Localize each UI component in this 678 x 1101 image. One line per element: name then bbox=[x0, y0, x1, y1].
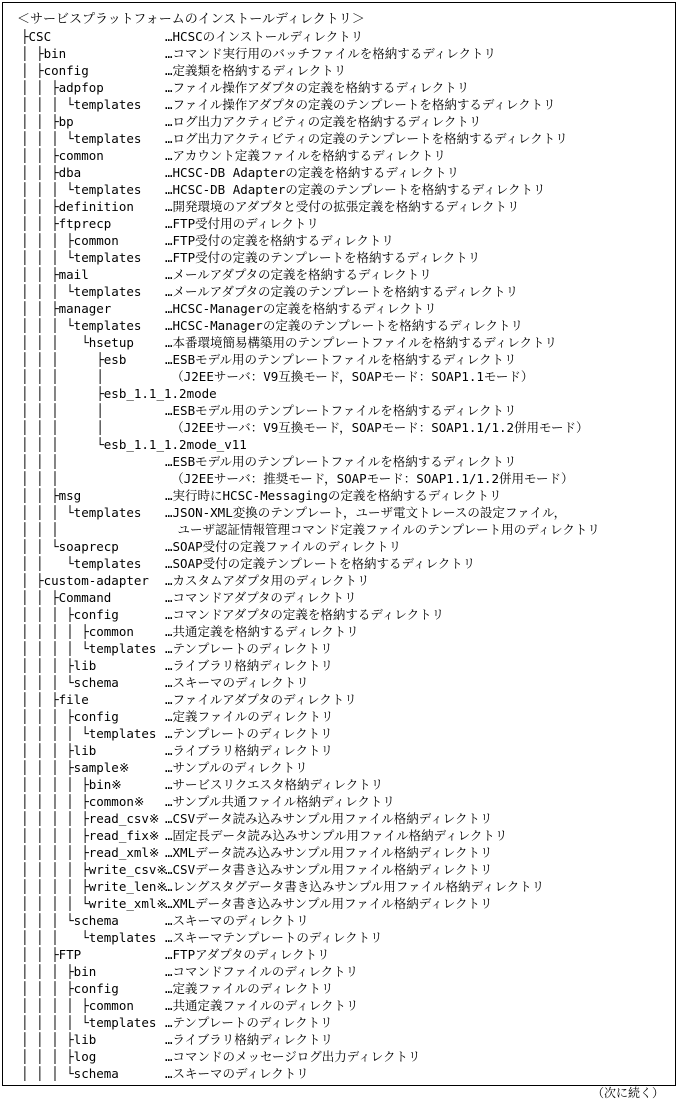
directory-name: │ ├bin bbox=[21, 46, 67, 61]
directory-name: │ │ │ └templates bbox=[21, 182, 142, 197]
directory-description: …ESBモデル用のテンプレートファイルを格納するディレクトリ bbox=[165, 454, 517, 469]
directory-description: …ライブラリ格納ディレクトリ bbox=[165, 1032, 334, 1047]
directory-name: │ │ │ └esb_1.1_1.2mode_v11 bbox=[21, 437, 247, 452]
tree-row bbox=[3, 793, 675, 810]
tree-row bbox=[3, 385, 675, 402]
directory-description: …ログ出力アクティビティの定義を格納するディレクトリ bbox=[165, 114, 482, 129]
tree-row bbox=[3, 198, 675, 215]
directory-description: …サービスリクエスタ格納ディレクトリ bbox=[165, 777, 384, 792]
tree-row bbox=[3, 215, 675, 232]
tree-row bbox=[3, 96, 675, 113]
tree-row bbox=[3, 1065, 675, 1082]
directory-description: …共通定義ファイルのディレクトリ bbox=[165, 998, 359, 1013]
directory-name: │ │ ├dba bbox=[21, 165, 82, 180]
directory-name: │ │ │ │ ├write_len※ bbox=[21, 879, 167, 894]
directory-description: …JSON-XML変換のテンプレート，ユーザ電文トレースの設定ファイル， bbox=[165, 505, 567, 520]
directory-description: …SOAP受付の定義テンプレートを格納するディレクトリ bbox=[165, 556, 476, 571]
directory-name: │ │ │ ├config bbox=[21, 709, 119, 724]
directory-description: …アカウント定義ファイルを格納するディレクトリ bbox=[165, 148, 446, 163]
directory-name: │ │ ├common bbox=[21, 148, 104, 163]
directory-description: ユーザ認証情報管理コマンド定義ファイルのテンプレート用のディレクトリ bbox=[165, 522, 600, 537]
tree-row bbox=[3, 589, 675, 606]
directory-name: │ │ │ ├esb_1.1_1.2mode bbox=[21, 386, 217, 401]
tree-row bbox=[3, 708, 675, 725]
tree-row bbox=[3, 249, 675, 266]
directory-description: （J2EEサーバ：V9互換モード，SOAPモード：SOAP1.1モード） bbox=[165, 369, 534, 384]
directory-name: │ │ │ ├bin bbox=[21, 964, 97, 979]
directory-name: │ │ │ └templates bbox=[21, 131, 142, 146]
directory-description: …テンプレートのディレクトリ bbox=[165, 1015, 333, 1030]
directory-name: │ │ │ ├esb bbox=[21, 352, 127, 367]
directory-description: …FTP受付の定義を格納するディレクトリ bbox=[165, 233, 394, 248]
tree-row bbox=[3, 62, 675, 79]
directory-name: │ │ │ └templates bbox=[21, 318, 142, 333]
directory-description: …カスタムアダプタ用のディレクトリ bbox=[165, 573, 370, 588]
directory-name: │ │ │ └templates bbox=[21, 930, 157, 945]
tree-row bbox=[3, 436, 675, 453]
directory-description: （J2EEサーバ：推奨モード，SOAPモード：SOAP1.1/1.2併用モード） bbox=[165, 471, 574, 486]
directory-name: │ │ │ └schema bbox=[21, 1066, 119, 1081]
directory-name: │ │ │ bbox=[21, 522, 59, 537]
directory-description: （J2EEサーバ：V9互換モード，SOAPモード：SOAP1.1/1.2併用モード） bbox=[165, 420, 589, 435]
tree-row bbox=[3, 963, 675, 980]
directory-description: …実行時にHCSC-Messagingの定義を格納するディレクトリ bbox=[165, 488, 502, 503]
tree-row bbox=[3, 402, 675, 419]
directory-description: …固定長データ読み込みサンプル用ファイル格納ディレクトリ bbox=[165, 828, 508, 843]
directory-name: │ │ │ └templates bbox=[21, 250, 142, 265]
directory-name: │ │ ├bp bbox=[21, 114, 74, 129]
directory-description: …コマンドのメッセージログ出力ディレクトリ bbox=[165, 1049, 421, 1064]
directory-description: …HCSC-DB Adapterの定義のテンプレートを格納するディレクトリ bbox=[165, 182, 546, 197]
directory-description: …共通定義を格納するディレクトリ bbox=[165, 624, 359, 639]
directory-description: …サンプル共通ファイル格納ディレクトリ bbox=[165, 794, 395, 809]
directory-name: │ │ │ ├sample※ bbox=[21, 760, 130, 775]
directory-description: …XMLデータ書き込みサンプル用ファイル格納ディレクトリ bbox=[165, 896, 493, 911]
directory-description: …サンプルのディレクトリ bbox=[165, 760, 308, 775]
directory-name: │ │ ├adpfop bbox=[21, 80, 104, 95]
tree-row bbox=[3, 130, 675, 147]
directory-description: …ファイル操作アダプタの定義を格納するディレクトリ bbox=[165, 80, 470, 95]
directory-description: …FTP受付用のディレクトリ bbox=[165, 216, 319, 231]
tree-row bbox=[3, 623, 675, 640]
directory-description: …テンプレートのディレクトリ bbox=[165, 726, 333, 741]
tree-row bbox=[3, 742, 675, 759]
directory-name: │ │ │ │ ├read_xml※ bbox=[21, 845, 160, 860]
tree-title-line bbox=[3, 11, 675, 28]
directory-description: …HCSC-DB Adapterの定義を格納するディレクトリ bbox=[165, 165, 460, 180]
tree-row bbox=[3, 181, 675, 198]
directory-name: │ │ │ │ └write_xml※ bbox=[21, 896, 167, 911]
directory-description: …メールアダプタの定義のテンプレートを格納するディレクトリ bbox=[165, 284, 519, 299]
directory-description: …CSVデータ読み込みサンプル用ファイル格納ディレクトリ bbox=[165, 811, 493, 826]
tree-row bbox=[3, 844, 675, 861]
directory-description: …定義ファイルのディレクトリ bbox=[165, 981, 334, 996]
tree-row bbox=[3, 164, 675, 181]
directory-description: …レングスタグデータ書き込みサンプル用ファイル格納ディレクトリ bbox=[165, 879, 545, 894]
tree-row bbox=[3, 929, 675, 946]
directory-description: …定義ファイルのディレクトリ bbox=[165, 709, 334, 724]
tree-row bbox=[3, 691, 675, 708]
tree-row bbox=[3, 674, 675, 691]
directory-name: │ │ │ bbox=[21, 471, 59, 486]
directory-description: …コマンドファイルのディレクトリ bbox=[165, 964, 359, 979]
directory-name: │ │ ├definition bbox=[21, 199, 134, 214]
directory-description: …テンプレートのディレクトリ bbox=[165, 641, 333, 656]
directory-name: │ │ │ │ bbox=[21, 420, 104, 435]
tree-row bbox=[3, 334, 675, 351]
directory-description: …開発環境のアダプタと受付の拡張定義を格納するディレクトリ bbox=[165, 199, 520, 214]
directory-description: …FTP受付の定義のテンプレートを格納するディレクトリ bbox=[165, 250, 481, 265]
tree-row bbox=[3, 810, 675, 827]
tree-row bbox=[3, 504, 675, 521]
directory-name: │ │ │ └schema bbox=[21, 913, 119, 928]
directory-name: │ │ │ └templates bbox=[21, 284, 142, 299]
directory-description: …スキーマテンプレートのディレクトリ bbox=[165, 930, 383, 945]
directory-description: …XMLデータ読み込みサンプル用ファイル格納ディレクトリ bbox=[165, 845, 493, 860]
tree-row bbox=[3, 351, 675, 368]
directory-name: │ │ ├msg bbox=[21, 488, 82, 503]
tree-row bbox=[3, 28, 675, 45]
directory-name: │ │ │ │ ├read_fix※ bbox=[21, 828, 160, 843]
tree-row bbox=[3, 487, 675, 504]
directory-description: …スキーマのディレクトリ bbox=[165, 913, 309, 928]
tree-row bbox=[3, 470, 675, 487]
directory-name: │ │ │ │ ├common※ bbox=[21, 794, 145, 809]
directory-name: │ │ │ │ ├common bbox=[21, 624, 134, 639]
directory-description: …ESBモデル用のテンプレートファイルを格納するディレクトリ bbox=[165, 403, 517, 418]
directory-name: │ │ │ ├log bbox=[21, 1049, 97, 1064]
tree-row bbox=[3, 113, 675, 130]
directory-name: │ │ │ │ ├write_csv※ bbox=[21, 862, 167, 877]
directory-name: │ │ ├file bbox=[21, 692, 89, 707]
tree-row bbox=[3, 1031, 675, 1048]
directory-name: │ │ │ │ ├common bbox=[21, 998, 134, 1013]
directory-name: │ │ │ ├config bbox=[21, 607, 119, 622]
tree-row bbox=[3, 521, 675, 538]
tree-row bbox=[3, 419, 675, 436]
tree-row bbox=[3, 946, 675, 963]
directory-description: …HCSC-Managerの定義を格納するディレクトリ bbox=[165, 301, 437, 316]
directory-name: │ │ │ │ ├bin※ bbox=[21, 777, 122, 792]
directory-description: …定義類を格納するディレクトリ bbox=[165, 63, 347, 78]
directory-description: …SOAP受付の定義ファイルのディレクトリ bbox=[165, 539, 402, 554]
directory-name: │ ├config bbox=[21, 63, 89, 78]
tree-row bbox=[3, 555, 675, 572]
directory-name: │ │ │ └hsetup bbox=[21, 335, 134, 350]
tree-row bbox=[3, 997, 675, 1014]
directory-name: │ │ │ bbox=[21, 454, 59, 469]
tree-row bbox=[3, 232, 675, 249]
directory-description: …コマンドアダプタの定義を格納するディレクトリ bbox=[165, 607, 445, 622]
tree-row bbox=[3, 878, 675, 895]
directory-description: …ライブラリ格納ディレクトリ bbox=[165, 743, 334, 758]
tree-row bbox=[3, 283, 675, 300]
tree-row bbox=[3, 453, 675, 470]
tree-row bbox=[3, 759, 675, 776]
directory-name: │ │ └templates bbox=[21, 556, 142, 571]
directory-description: …HCSCのインストールディレクトリ bbox=[165, 29, 364, 44]
directory-name: │ │ │ │ └templates bbox=[21, 641, 157, 656]
directory-description: …コマンドアダプタのディレクトリ bbox=[165, 590, 357, 605]
directory-name: │ │ │ │ └templates bbox=[21, 1015, 157, 1030]
tree-row bbox=[3, 725, 675, 742]
directory-description: …コマンド実行用のバッチファイルを格納するディレクトリ bbox=[165, 46, 497, 61]
tree-row bbox=[3, 895, 675, 912]
directory-name: │ │ ├ftprecp bbox=[21, 216, 112, 231]
directory-name: │ │ │ ├lib bbox=[21, 658, 97, 673]
directory-name: │ │ │ ├lib bbox=[21, 743, 97, 758]
directory-name: │ │ ├mail bbox=[21, 267, 89, 282]
directory-name: │ │ │ │ └templates bbox=[21, 726, 157, 741]
directory-name: │ │ │ └schema bbox=[21, 675, 119, 690]
directory-description: …ESBモデル用のテンプレートファイルを格納するディレクトリ bbox=[165, 352, 517, 367]
directory-description: …本番環境簡易構築用のテンプレートファイルを格納するディレクトリ bbox=[165, 335, 558, 350]
directory-name: │ │ │ │ bbox=[21, 403, 104, 418]
tree-row bbox=[3, 45, 675, 62]
directory-description: …メールアダプタの定義を格納するディレクトリ bbox=[165, 267, 432, 282]
tree-row bbox=[3, 980, 675, 997]
directory-tree-frame bbox=[2, 2, 676, 1086]
tree-row bbox=[3, 572, 675, 589]
tree-row bbox=[3, 657, 675, 674]
tree-row bbox=[3, 776, 675, 793]
directory-description: …ファイル操作アダプタの定義のテンプレートを格納するディレクトリ bbox=[165, 97, 556, 112]
directory-description: …HCSC-Managerの定義のテンプレートを格納するディレクトリ bbox=[165, 318, 523, 333]
directory-name: │ │ │ │ bbox=[21, 369, 104, 384]
tree-row bbox=[3, 861, 675, 878]
tree-row bbox=[3, 640, 675, 657]
tree-row bbox=[3, 1014, 675, 1031]
tree-row bbox=[3, 79, 675, 96]
directory-name: │ │ │ ├config bbox=[21, 981, 119, 996]
tree-row bbox=[3, 827, 675, 844]
directory-name: │ │ │ └templates bbox=[21, 97, 142, 112]
directory-name: │ │ ├manager bbox=[21, 301, 112, 316]
directory-name: │ │ ├FTP bbox=[21, 947, 82, 962]
directory-description: …CSVデータ書き込みサンプル用ファイル格納ディレクトリ bbox=[165, 862, 493, 877]
tree-row bbox=[3, 266, 675, 283]
tree-row bbox=[3, 912, 675, 929]
directory-name: │ ├custom-adapter bbox=[21, 573, 149, 588]
directory-description: …スキーマのディレクトリ bbox=[165, 1066, 309, 1081]
directory-name: │ │ ├Command bbox=[21, 590, 112, 605]
directory-name: ├CSC bbox=[21, 29, 52, 44]
directory-description: …ファイルアダプタのディレクトリ bbox=[165, 692, 357, 707]
directory-description: …ライブラリ格納ディレクトリ bbox=[165, 658, 334, 673]
directory-description: …スキーマのディレクトリ bbox=[165, 675, 309, 690]
tree-row bbox=[3, 368, 675, 385]
tree-row bbox=[3, 147, 675, 164]
tree-row bbox=[3, 606, 675, 623]
tree-row bbox=[3, 1048, 675, 1065]
directory-description: …FTPアダプタのディレクトリ bbox=[165, 947, 330, 962]
tree-title: ＜サービスプラットフォームのインストールディレクトリ＞ bbox=[17, 12, 365, 27]
directory-name: │ │ │ ├lib bbox=[21, 1032, 97, 1047]
directory-name: │ │ │ ├common bbox=[21, 233, 119, 248]
directory-name: │ │ │ └templates bbox=[21, 505, 142, 520]
directory-description: …ログ出力アクティビティの定義のテンプレートを格納するディレクトリ bbox=[165, 131, 568, 146]
tree-row bbox=[3, 300, 675, 317]
directory-name: │ │ │ │ ├read_csv※ bbox=[21, 811, 160, 826]
tree-row bbox=[3, 317, 675, 334]
directory-name: │ │ └soaprecp bbox=[21, 539, 119, 554]
continued-note: （次に続く） bbox=[591, 1086, 664, 1100]
tree-row bbox=[3, 538, 675, 555]
